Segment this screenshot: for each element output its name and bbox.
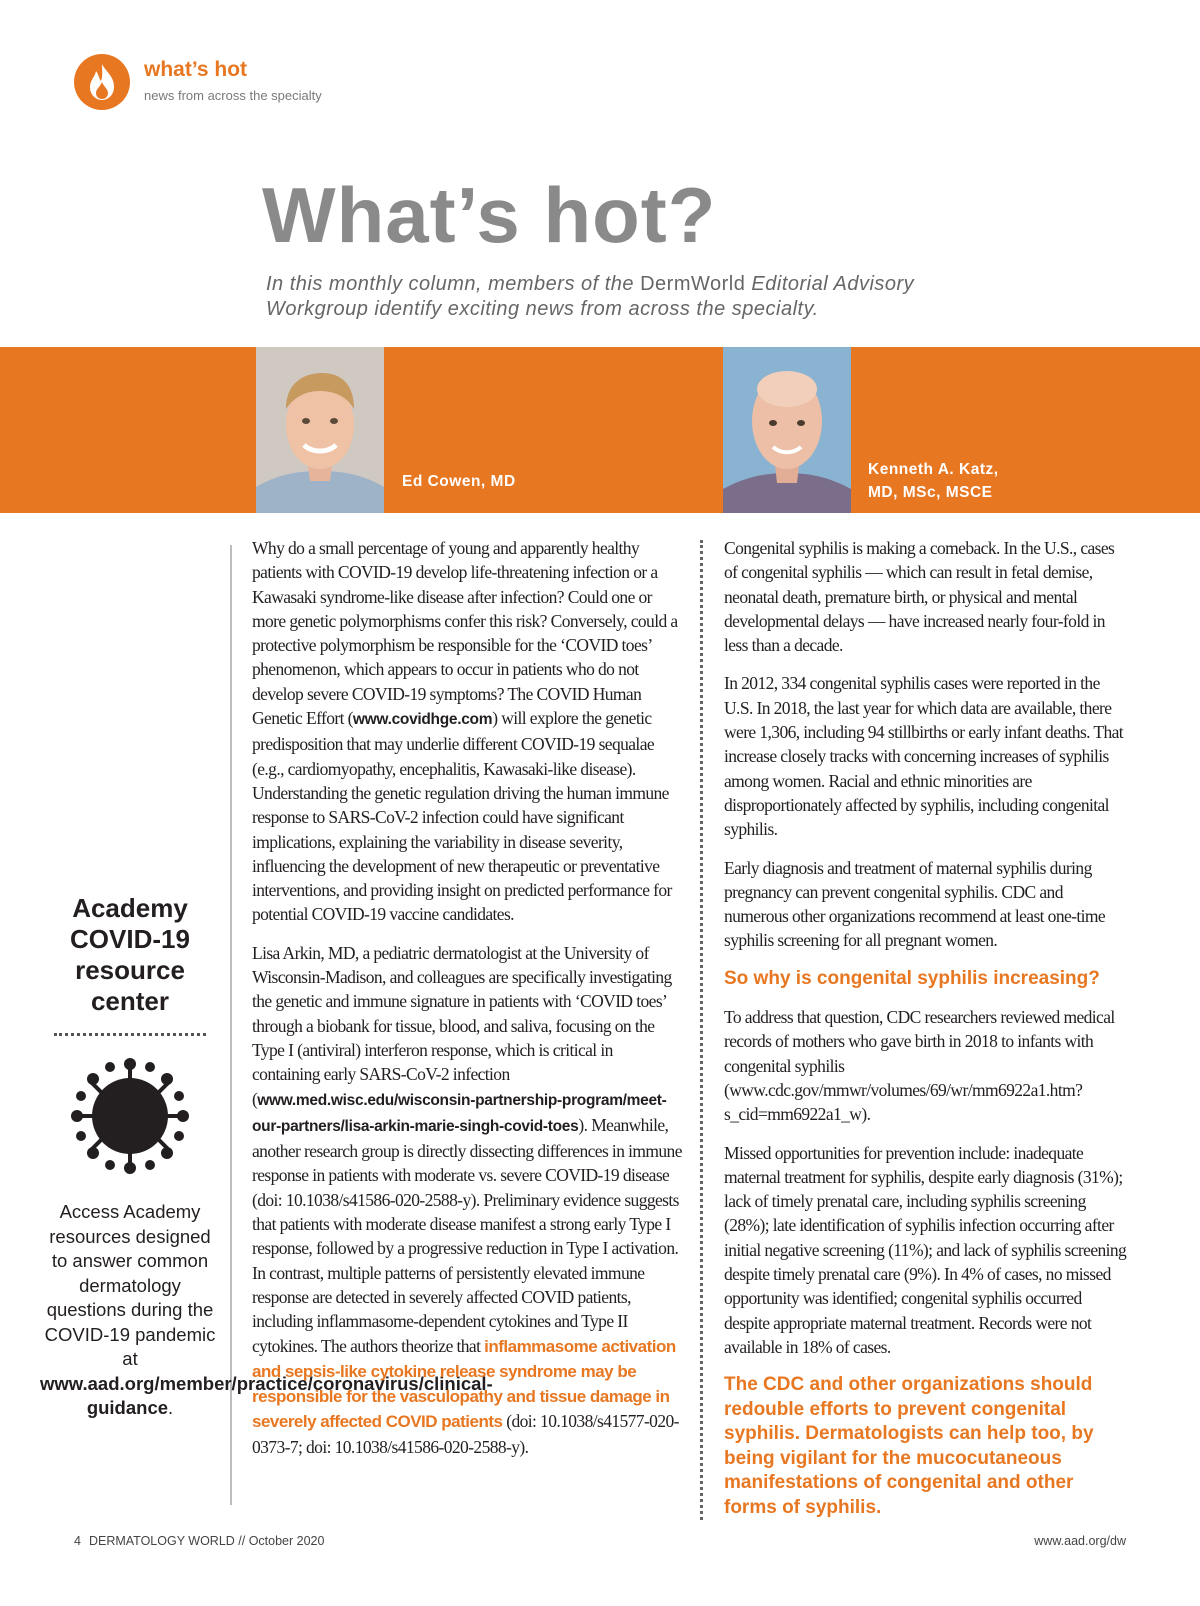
column-divider (700, 540, 703, 1520)
author-name-cowen: Ed Cowen, MD (402, 473, 516, 490)
coronavirus-icon (55, 1056, 205, 1176)
paragraph: In 2012, 334 congenital syphilis cases were reported in the U.S. In 2018, the last year for which data are available, there were 1,306, including 94 stillbirths or early infant deaths. That increase closely tracks with concerning increases of syphilis among women. Racial and ethnic minorities are disproportionately affected by syphilis, including congenital syphilis. (724, 673, 1124, 840)
subheading: So why is congenital syphilis increasing? (724, 967, 1100, 989)
section-tag (74, 54, 374, 114)
paragraph: Congenital syphilis is making a comeback. In the U.S., cases of congenital syphilis — which can result in fetal demise, neonatal death, premature birth, or physical and mental developmental delays — have increased nearly four-fold in less than a decade. (724, 538, 1115, 656)
author-name-katz: Kenneth A. Katz, MD, MSc, MSCE (868, 461, 999, 501)
paragraph: Lisa Arkin, MD, a pediatric dermatologist at the University of Wisconsin-Madison, and colleagues are specifically investigating the genetic and immune signature in patients with ‘COVID toes’ through a biobank for tissue, blood, and saliva, focusing on the Type I (antiviral) interferon response, which is critical in containing early SARS-CoV-2 infection (www.med.wisc.edu/wisconsin-partnership-program/meet-our-partners/lisa-arkin-marie-singh-covid-toes). Meanwhile, another research group is directly dissecting differences in immune response in patients with moderate vs. severe COVID-19 disease (doi: 10.1038/s41586-020-2588-y). Preliminary evidence suggests that patients with moderate disease manifest a strong early Type I response, followed by a progressive reduction in Type I activation. In contrast, multiple patterns of persistently elevated immune response are detected in severely affected COVID patients, including inflammasome-dependent cytokines and Type II cytokines. The authors theorize that inflammasome activation and sepsis-like cytokine release syndrome may be responsible for the vasculopathy and tissue damage in severely affected COVID patients (doi: 10.1038/s41577-020-0373-7; doi: 10.1038/s41586-020-2588-y). (252, 942, 682, 1457)
paragraph: Why do a small percentage of young and apparently healthy patients with COVID-19 develop life-threatening infection or a Kawasaki syndrome-like disease after infection? Could one or more genetic polymorphisms confer this risk? Conversely, could a protective polymorphism be responsible for the ‘COVID toes’ phenomenon, which appears to occur in patients who do not develop severe COVID-19 symptoms? The COVID Human Genetic Effort (www.covidhge.com) will explore the genetic predisposition that may underlie different COVID-19 sequalae (e.g., cardiomyopathy, encephalitis, Kawasaki-like disease). Understanding the genetic regulation driving the human immune response to SARS-CoV-2 infection could have significant implications, explaining the variability in disease severity, influencing the development of new therapeutic or preventative interventions, and providing insight on predicted performance for potential COVID-19 vaccine candidates. (252, 538, 678, 925)
flame-icon (74, 54, 130, 110)
author-photo-cowen (256, 347, 384, 513)
dotted-divider (54, 1033, 206, 1036)
publication-name: DERMATOLOGY WORLD // October 2020 (88, 1534, 325, 1548)
author-band (0, 347, 1200, 513)
highlight-text: inflammasome activation and sepsis-like cytokine release syndrome may be responsible for the vasculopathy and tissue damage in severely affected COVID patients (252, 1336, 676, 1432)
page-number: 4 (74, 1534, 81, 1548)
sidebar-title: Academy COVID-19 resource center (70, 893, 190, 1016)
sidebar-divider (230, 545, 232, 1505)
intro-text: In this monthly column, members of the DermWorld Editorial Advisory Workgroup identify exciting news from across the specialty. (266, 273, 915, 320)
author-photo-katz (723, 347, 851, 513)
link-wisc-partnership[interactable]: www.med.wisc.edu/wisconsin-partnership-program/meet-our-partners/lisa-arkin-marie-singh-covid-toes (252, 1091, 667, 1135)
sidebar-link[interactable]: www.aad.org/member/practice/coronavirus/clinical-guidance (40, 1372, 493, 1418)
section-subtitle: news from across the specialty (144, 88, 322, 103)
paragraph: Early diagnosis and treatment of maternal syphilis during pregnancy can prevent congenital syphilis. CDC and numerous other organizations recommend at least one-time syphilis screening for all pregnant women. (724, 857, 1106, 951)
footer-publication (74, 1534, 324, 1548)
section-title: what’s hot (144, 58, 248, 81)
link-covidhge[interactable]: www.covidhge.com (352, 711, 493, 729)
pull-quote: The CDC and other organizations should redouble efforts to prevent congenital syphilis. Dermatologists can help too, by being vigilant for the mucocutaneous manifestations of congenital and other forms of syphilis. (724, 1374, 1094, 1518)
footer-url[interactable]: www.aad.org/dw (1034, 1534, 1126, 1548)
sidebar-text: Access Academy resources designed to answer common dermatology questions during the COVID-19 pandemic at www.aad.org/member/practice/coronavirus/clinical-guidance. (40, 1201, 493, 1418)
article-covid-genetics (252, 536, 682, 1473)
brand-name: DermWorld (640, 273, 746, 295)
paragraph: To address that question, CDC researchers reviewed medical records of mothers who gave birth in 2018 to infants with congenital syphilis (www.cdc.gov/mmwr/volumes/69/wr/mm6922a1.htm?s_cid=mm6922a1_w). (724, 1007, 1115, 1125)
paragraph: Missed opportunities for prevention include: inadequate maternal treatment for syphilis, despite early diagnosis (31%); lack of timely prenatal care, including syphilis screening (28%); late identification of syphilis infection occurring after initial negative screening (11%); and lack of syphilis screening despite timely prenatal care (9%). In 4% of cases, no missed opportunity was identified; congenital syphilis occurred despite appropriate maternal treatment. Records were not available in 18% of cases. (724, 1142, 1127, 1357)
article-congenital-syphilis (724, 536, 1129, 1534)
page-title: What’s hot? (262, 171, 717, 259)
